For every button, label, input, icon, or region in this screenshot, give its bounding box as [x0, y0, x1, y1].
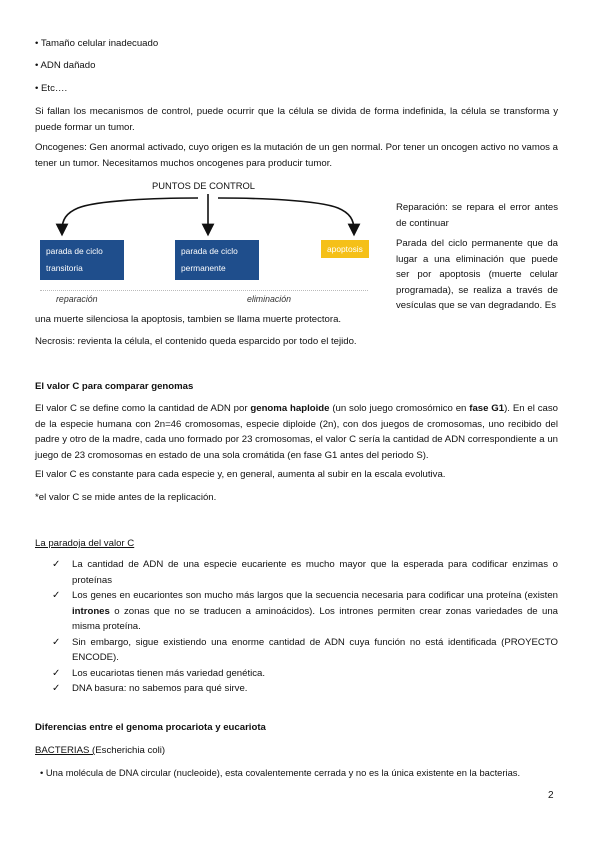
label-eliminacion: eliminación — [247, 294, 292, 304]
paragraph-apoptosis: una muerte silenciosa la apoptosis, tambien se llama muerte protectora. — [35, 314, 342, 325]
diagram-arrows — [38, 190, 370, 240]
paragraph-valor-c-constante: El valor C es constante para cada especie y, en general, aumenta al subir en la escala evolutiva. — [35, 469, 446, 480]
label-reparacion: reparación — [56, 294, 98, 304]
list-item: ✓ Los genes en eucariontes son mucho más largos que la secuencia necesaria para codificar una proteína (existen intrones o zonas que no se traducen a aminoácidos). Los intrones permiten crear zonas variedades de una misma proteína. — [52, 590, 558, 632]
list-item: ✓ DNA basura: no sabemos para qué sirve. — [52, 681, 558, 697]
paradoja-list — [52, 557, 558, 697]
side-reparacion: Reparación: se repara el error antes de continuar — [396, 202, 558, 229]
heading-valor-c: El valor C para comparar genomas — [35, 381, 194, 392]
bullet-etc: • Etc…. — [35, 83, 68, 94]
heading-diferencias: Diferencias entre el genoma procariota y eucariota — [35, 722, 266, 733]
check-icon: ✓ — [52, 636, 61, 648]
bullet-tamano: • Tamaño celular inadecuado — [35, 38, 159, 49]
list-item: ✓ Sin embargo, sigue existiendo una enorme cantidad de ADN cuya función no está identificada (PROYECTO ENCODE). — [52, 636, 558, 663]
check-icon: ✓ — [52, 667, 61, 679]
paragraph-valor-c-def: El valor C se define como la cantidad de ADN por genoma haploide (un solo juego cromosómico en fase G1). En el caso de la especie humana con 2n=46 cromosomas, especie diploide (2n), con dos juegos de cromosomas, uno recibido del padre y otro de la madre, cada uno formado por 23 cromosomas, el valor C sería la cantidad de ADN correspondiente a un juego de 23 cromosomas en estado de una sola cromátida (en fase G1 antes del periodo S). — [35, 403, 558, 461]
bullet-dna-circular: • Una molécula de DNA circular (nucleoide), esta covalentemente cerrada y no es la única existente en la bacterias. — [40, 767, 521, 778]
box-apoptosis: apoptosis — [321, 240, 369, 258]
page-number: 2 — [548, 790, 554, 801]
check-icon: ✓ — [52, 590, 61, 601]
heading-paradoja: La paradoja del valor C — [35, 538, 135, 549]
paragraph-necrosis: Necrosis: revienta la célula, el contenido queda esparcido por todo el tejido. — [35, 336, 357, 347]
bullet-adn: • ADN dañado — [35, 60, 96, 71]
check-icon: ✓ — [52, 683, 61, 694]
subheading-bacterias: BACTERIAS (Escherichia coli) — [35, 745, 166, 756]
box-transitoria: parada de ciclo transitoria — [40, 240, 124, 280]
diagram-title: PUNTOS DE CONTROL — [152, 180, 255, 191]
list-item: ✓ La cantidad de ADN de una especie eucariente es mucho mayor que la esperada para codificar enzimas o proteínas — [52, 559, 558, 586]
paragraph-valor-c-replicacion: *el valor C se mide antes de la replicación. — [35, 492, 217, 503]
paragraph-control: Si fallan los mecanismos de control, puede ocurrir que la célula se divida de forma indefinida, la célula se transforma y puede formar un tumor. — [35, 106, 558, 133]
side-parada: Parada del ciclo permanente que da lugar a una eliminación que puede ser por apoptosis (muerte celular programada), se realiza a través de vesículas que se van degradando. Es — [396, 238, 558, 311]
diagram-divider — [40, 290, 368, 291]
box-permanente: parada de ciclo permanente — [175, 240, 259, 280]
list-item: ✓ Los eucariotas tienen más variedad genética. — [52, 666, 558, 682]
paragraph-oncogenes: Oncogenes: Gen anormal activado, cuyo origen es la mutación de un gen normal. Por tener un oncogen activo no vamos a tener un tumor. Necesitamos muchos oncogenes para producir tumor. — [35, 142, 558, 169]
check-icon: ✓ — [52, 559, 61, 570]
